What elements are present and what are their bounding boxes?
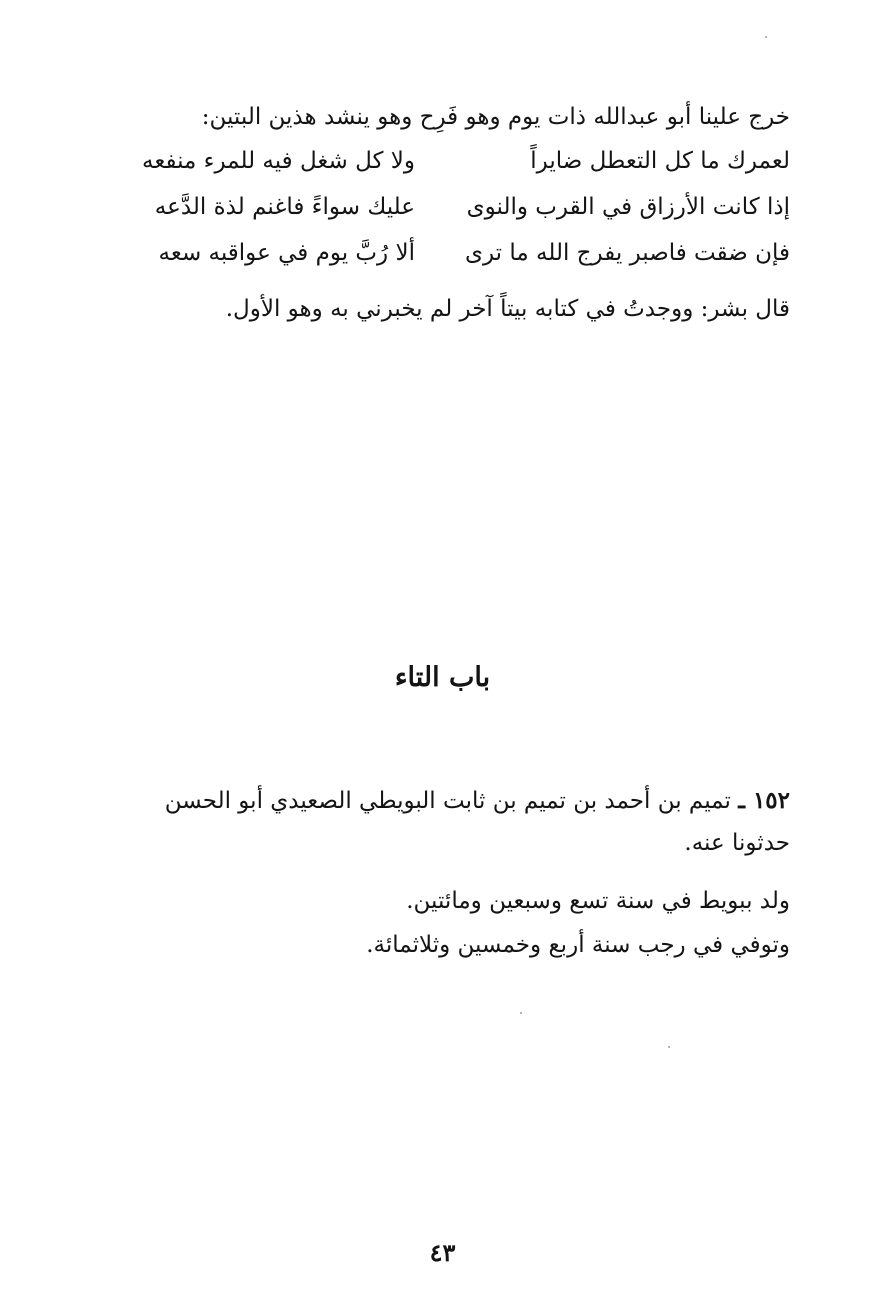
scan-speck	[668, 1046, 670, 1048]
scan-speck	[520, 1012, 522, 1014]
verse-3-second-hemistich: ألا رُبَّ يوم في عواقبه سعه	[158, 240, 415, 266]
entry-name: تميم بن أحمد بن تميم بن ثابت البويطي الصعيدي أبو الحسن	[164, 788, 731, 814]
entry-death: وتوفي في رجب سنة أربع وخمسين وثلاثمائة.	[366, 932, 790, 958]
intro-line: خرج علينا أبو عبدالله ذات يوم وهو فَرِح وهو ينشد هذين البتين:	[201, 104, 790, 130]
section-heading: باب التاء	[394, 662, 491, 693]
entry-name-line	[85, 784, 790, 818]
verse-2-first-hemistich: إذا كانت الأرزاق في القرب والنوى	[466, 194, 790, 220]
entry-number: ١٥٢ ـ	[738, 787, 790, 814]
entry-birth: ولد ببويط في سنة تسع وسبعين ومائتين.	[406, 888, 790, 914]
page-number: ٤٣	[429, 1238, 456, 1267]
after-poem-line: قال بشر: ووجدتُ في كتابه بيتاً آخر لم يخبرني به وهو الأول.	[225, 296, 790, 322]
verse-1-second-hemistich: ولا كل شغل فيه للمرء منفعه	[142, 148, 415, 174]
entry-line-2: حدثونا عنه.	[684, 830, 790, 856]
scan-speck	[765, 36, 767, 38]
verse-3-first-hemistich: فإن ضقت فاصبر يفرج الله ما ترى	[464, 240, 790, 266]
poem-verse-1	[0, 144, 885, 178]
poem-verse-3	[0, 236, 885, 270]
verse-2-second-hemistich: عليك سواءً فاغنم لذة الدَّعه	[154, 194, 415, 220]
verse-1-first-hemistich: لعمرك ما كل التعطل ضايراً	[530, 148, 790, 174]
poem-verse-2	[0, 190, 885, 224]
